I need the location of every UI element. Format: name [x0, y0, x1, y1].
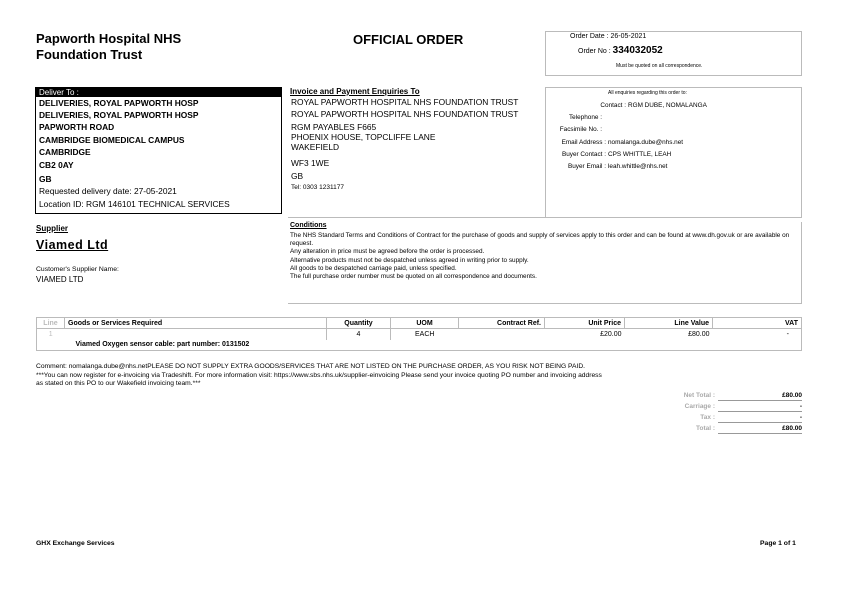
contact-value: RGM DUBE, NOMALANGA [628, 102, 707, 109]
organisation-name [36, 31, 256, 63]
col-contract-ref: Contract Ref. [459, 318, 545, 329]
invoice-line: RGM PAYABLES F665 [291, 122, 377, 132]
buyer-contact-value: CPS WHITTLE, LEAH [608, 151, 672, 158]
invoice-line: ROYAL PAPWORTH HOSPITAL NHS FOUNDATION TRUST [291, 97, 519, 107]
deliver-line: CB2 0AY [39, 160, 74, 170]
customer-supplier-label: Customer's Supplier Name: [36, 266, 119, 273]
organisation-line-2: Foundation Trust [36, 47, 143, 62]
deliver-line: DELIVERIES, ROYAL PAPWORTH HOSP [39, 110, 199, 120]
deliver-line: CAMBRIDGE [39, 147, 91, 157]
telephone-label: Telephone : [568, 114, 602, 121]
net-total-label: Net Total : [683, 392, 715, 399]
comment-line: Comment: nomalanga.dube@nhs.netPLEASE DO NOT SUPPLY EXTRA GOODS/SERVICES THAT ARE NOT LISTED ON THE PURCHASE ORDER, AS YOU RISK NOT BEING PAID. [36, 363, 586, 370]
col-vat: VAT [713, 318, 802, 329]
email-label: Email Address : [561, 139, 606, 146]
comment-line: as stated on this PO to our Wakefield invoicing team.*** [36, 380, 201, 387]
order-lines-table [36, 317, 802, 351]
cell-blank [713, 340, 802, 351]
condition-line: The full purchase order number must be quoted on all correspondence and documents. [290, 273, 537, 281]
facsimile-label: Facsimile No. : [559, 126, 602, 133]
supplier-name: Viamed Ltd [36, 238, 109, 252]
total-value: £80.00 [718, 425, 802, 434]
deliver-line: PAPWORTH ROAD [39, 122, 115, 132]
order-number [578, 45, 663, 56]
tax-value: - [718, 414, 802, 423]
conditions-heading: Conditions [290, 222, 327, 229]
carriage-value: - [718, 403, 802, 412]
cell-line: 1 [37, 329, 65, 340]
cell-contract [459, 329, 545, 340]
deliver-line: GB [39, 174, 52, 184]
deliver-to-heading: Deliver To : [36, 88, 281, 97]
order-number-label: Order No : [578, 48, 611, 55]
contact-box [546, 87, 802, 218]
condition-line: All goods to be despatched carriage paid, unless specified. [290, 264, 457, 272]
col-goods: Goods or Services Required [65, 318, 327, 329]
net-total-value: £80.00 [718, 392, 802, 401]
cell-description: Viamed Oxygen sensor cable: part number: 0131502 [65, 340, 713, 351]
col-line: Line [37, 318, 65, 329]
order-number-value: 334032052 [612, 45, 663, 56]
table-row-description [37, 340, 802, 351]
footer-provider: GHX Exchange Services [36, 540, 115, 547]
customer-supplier-value: VIAMED LTD [36, 275, 84, 284]
conditions-box [288, 222, 802, 304]
deliver-line: CAMBRIDGE BIOMEDICAL CAMPUS [39, 135, 185, 145]
invoice-line: PHOENIX HOUSE, TOPCLIFFE LANE [291, 132, 436, 143]
quote-note: Must be quoted on all correspondence. [616, 63, 703, 69]
invoice-line: GB [291, 170, 304, 181]
condition-line: The NHS Standard Terms and Conditions of Contract for the purchase of goods and supply of services apply to this order and can be found at www.dh.gov.uk or are available on request. [290, 232, 790, 248]
cell-unit-price: £20.00 [600, 330, 622, 338]
order-date-label: Order Date : [570, 33, 609, 40]
contact-label: Contact : [600, 102, 626, 109]
cell-quantity: 4 [327, 329, 391, 340]
invoice-line: ROYAL PAPWORTH HOSPITAL NHS FOUNDATION TRUST [291, 109, 519, 119]
col-unit-price: Unit Price [545, 318, 625, 329]
order-meta-box [545, 31, 802, 76]
order-comment [36, 363, 736, 389]
organisation-line-1: Papworth Hospital NHS [36, 31, 182, 46]
col-quantity: Quantity [327, 318, 391, 329]
requested-delivery-date: Requested delivery date: 27-05-2021 [39, 186, 177, 196]
email-value: nomalanga.dube@nhs.net [608, 139, 684, 146]
invoice-line: WF3 1WE [291, 157, 330, 168]
invoice-enquiries-box [288, 87, 546, 218]
col-line-value: Line Value [625, 318, 713, 329]
tax-label: Tax : [700, 414, 715, 421]
total-label: Total : [695, 425, 715, 432]
invoice-heading: Invoice and Payment Enquiries To [290, 87, 420, 96]
document-title: OFFICIAL ORDER [353, 32, 464, 47]
deliver-line: DELIVERIES, ROYAL PAPWORTH HOSP [39, 98, 199, 108]
contact-intro: All enquiries regarding this order to: [608, 90, 687, 96]
cell-vat: - [713, 329, 802, 340]
carriage-label: Carriage : [684, 403, 715, 410]
col-uom: UOM [391, 318, 459, 329]
cell-blank [65, 329, 327, 340]
buyer-contact-label: Buyer Contact : [561, 151, 606, 158]
cell-line-value: £80.00 [688, 330, 710, 338]
deliver-to-box [35, 87, 282, 214]
location-id: Location ID: RGM 146101 TECHNICAL SERVICES [39, 199, 230, 209]
buyer-email-label: Buyer Email : [567, 163, 606, 170]
table-row [37, 329, 802, 340]
comment-line: ***You can now register for e-invoicing via Tradeshift. For more information visit: https://www.sbs.nhs.uk/supplier-einvoicing Please send your invoice quoting PO number and invoicing address [36, 371, 602, 379]
table-header-row [37, 318, 802, 329]
buyer-email-value: leah.whittle@nhs.net [608, 163, 668, 170]
page-number: Page 1 of 1 [760, 540, 796, 547]
order-date [570, 33, 646, 40]
cell-uom: EACH [415, 330, 435, 338]
supplier-heading: Supplier [36, 224, 69, 233]
condition-line: Alternative products must not be despatched unless agreed in writing prior to supply. [290, 256, 529, 264]
invoice-line: WAKEFIELD [291, 142, 340, 153]
order-date-value: 26-05-2021 [610, 33, 647, 40]
condition-line: Any alteration in price must be agreed before the order is processed. [290, 248, 485, 256]
invoice-telephone: Tel: 0303 1231177 [291, 184, 345, 192]
cell-blank [37, 340, 65, 351]
